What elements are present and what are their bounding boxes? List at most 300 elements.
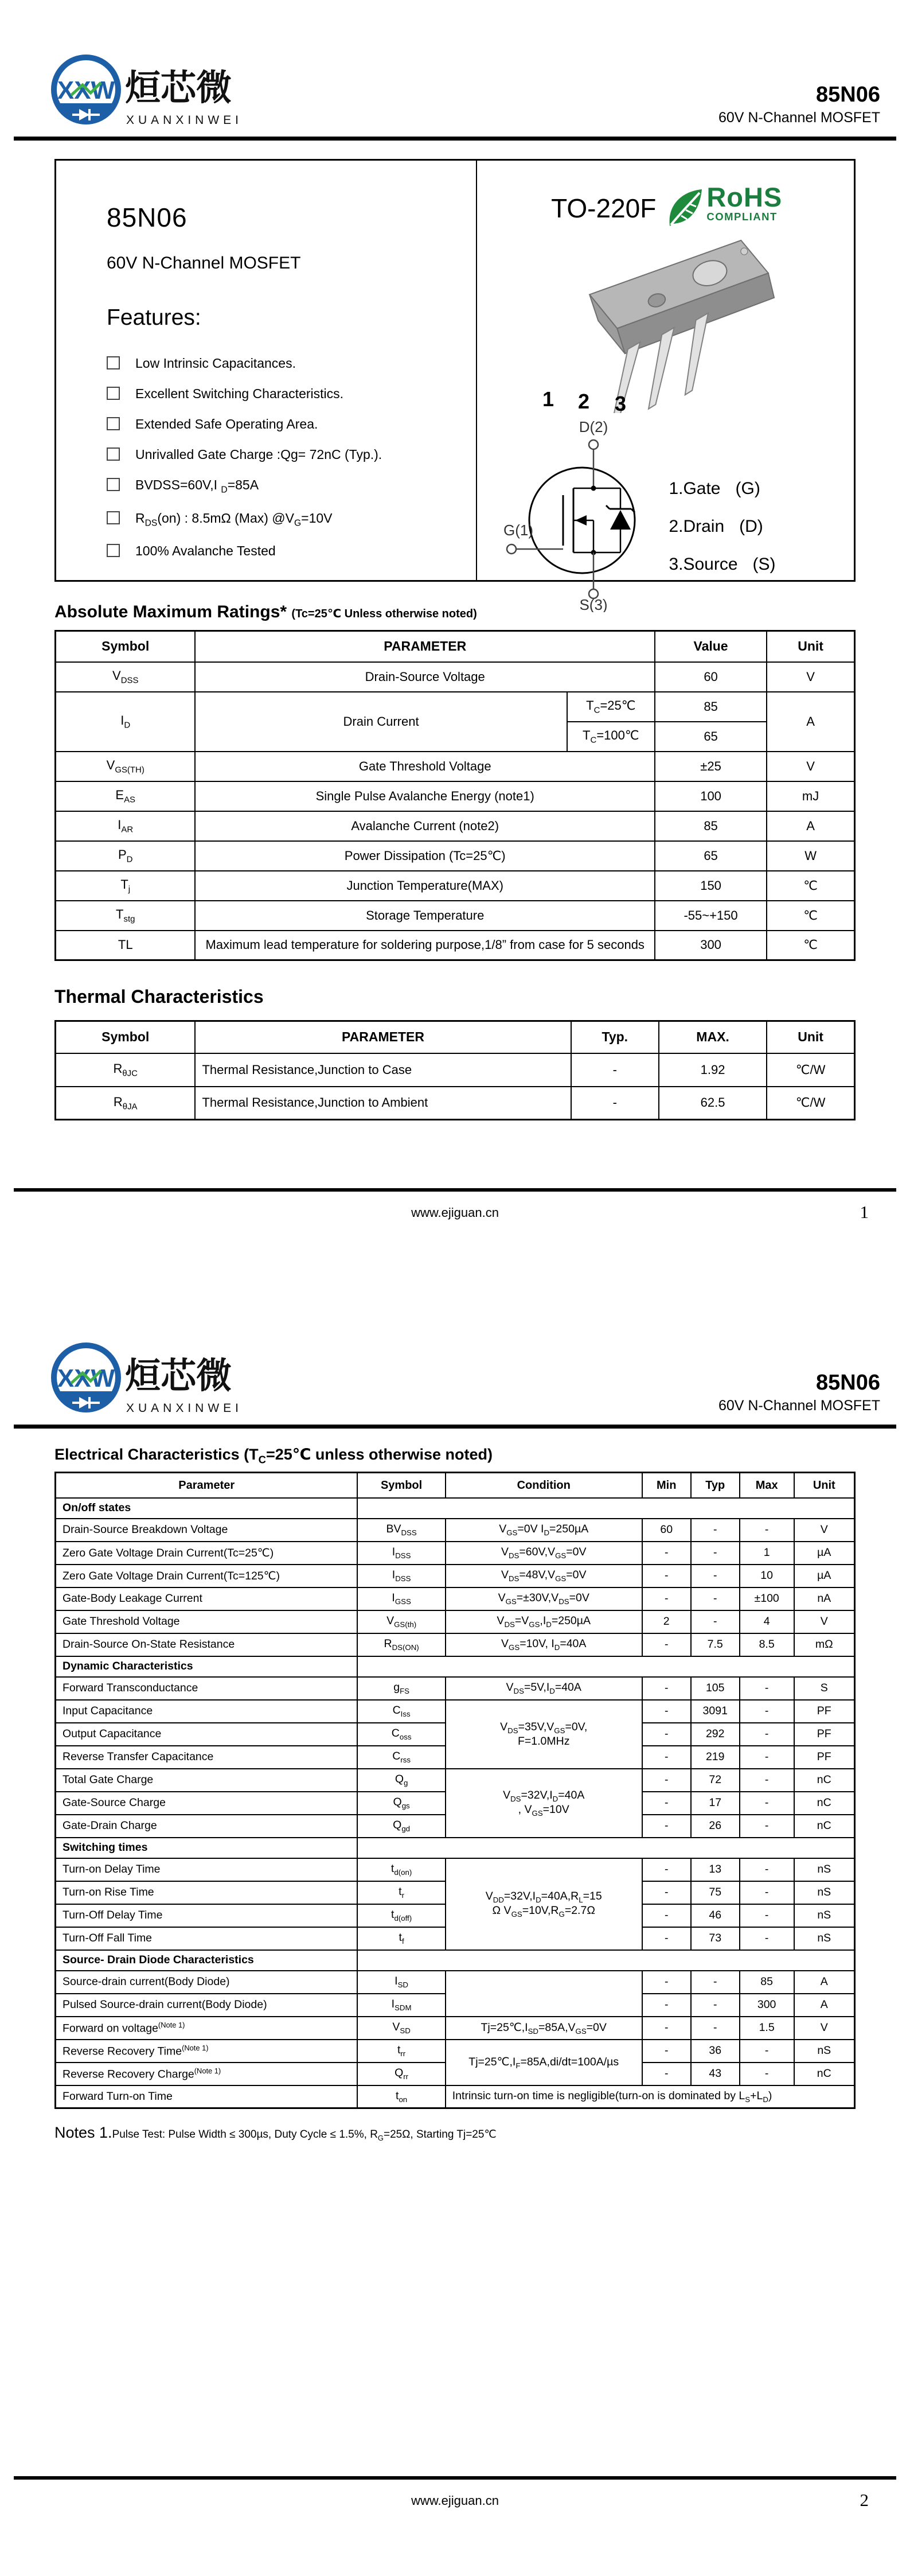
table-cell: S: [794, 1677, 855, 1700]
drain-terminal: [589, 440, 598, 449]
table-cell: Turn-Off Fall Time: [56, 1927, 358, 1950]
table-cell: 26: [691, 1815, 740, 1838]
table-cell: Reverse Transfer Capacitance: [56, 1746, 358, 1769]
table-cell: -: [740, 1904, 794, 1927]
pin-name: 3.Source: [669, 555, 738, 574]
table-cell: $R_{\theta JC}$: [56, 1053, 196, 1087]
header-cell: MAX.: [659, 1021, 767, 1053]
table-cell: ℃: [767, 931, 854, 960]
table-cell: Turn-on Rise Time: [56, 1881, 358, 1904]
checkbox-icon: [107, 448, 120, 461]
table-cell: $C_{rss}$: [357, 1746, 445, 1769]
table-cell: W: [767, 841, 854, 871]
table-cell: 2: [642, 1610, 691, 1633]
table-cell: $V_{DS}=5V,I_D=40A$: [446, 1677, 642, 1700]
page-header: [0, 1288, 910, 1422]
table-cell: 10: [740, 1565, 794, 1587]
table-cell: -: [642, 1565, 691, 1587]
table-cell: -: [691, 2017, 740, 2040]
table-cell: PF: [794, 1700, 855, 1723]
table-cell: -: [571, 1053, 659, 1087]
table-cell: nC: [794, 2063, 855, 2085]
header-rule: [14, 137, 896, 141]
header-part-subtitle: 60V N-Channel MOSFET: [718, 1398, 880, 1414]
table-cell: $t_{rr}$: [357, 2040, 445, 2063]
table-cell: -: [642, 1746, 691, 1769]
footer-rule: [14, 2476, 896, 2480]
table-cell: 292: [691, 1723, 740, 1746]
table-cell: -: [642, 1677, 691, 1700]
table-cell: $C_{oss}$: [357, 1723, 445, 1746]
feature-item: [107, 386, 459, 402]
table-cell: -: [740, 1746, 794, 1769]
table-cell: PF: [794, 1746, 855, 1769]
table-cell: $Q_g$: [357, 1769, 445, 1792]
table-cell: 60: [642, 1519, 691, 1542]
table-cell: $V_{DS}=35V,V_{GS}=0V$, F=1.0MHz: [446, 1700, 642, 1769]
table-cell: mJ: [767, 781, 854, 811]
table-cell: 73: [691, 1927, 740, 1950]
table-cell: Zero Gate Voltage Drain Current(Tc=25℃): [56, 1542, 358, 1565]
table-cell: $C_{Iss}$: [357, 1700, 445, 1723]
pin-number-3: 3: [615, 392, 627, 413]
table-cell: $t_r$: [357, 1881, 445, 1904]
table-cell: [357, 1656, 854, 1677]
table-cell: -: [691, 1587, 740, 1610]
logo-monogram: XXW: [57, 76, 115, 104]
notes-text: Pulse Test: Pulse Width ≤ 300µs, Duty Cycle ≤ 1.5%, $R_G=25\Omega$, Starting Tj=25℃: [112, 2128, 497, 2143]
checkbox-icon: [107, 387, 120, 400]
mosfet-arrow: [575, 515, 587, 526]
table-cell: 8.5: [740, 1633, 794, 1656]
table-cell: Turn-Off Delay Time: [56, 1904, 358, 1927]
table-cell: ℃: [767, 871, 854, 901]
table-cell: Power Dissipation (Tc=25℃): [195, 841, 655, 871]
footer-url[interactable]: www.ejiguan.cn: [411, 1205, 499, 1220]
table-cell: [357, 1950, 854, 1971]
package-header: [487, 184, 846, 234]
table-cell: -: [691, 1971, 740, 1994]
table-cell: 1.5: [740, 2017, 794, 2040]
table-cell: A: [794, 1994, 855, 2017]
checkbox-icon: [107, 511, 120, 524]
header-cell: Condition: [446, 1473, 642, 1498]
table-cell: Zero Gate Voltage Drain Current(Tc=125℃): [56, 1565, 358, 1587]
header-cell: Parameter: [56, 1473, 358, 1498]
table-cell: A: [767, 692, 854, 752]
header-cell: Symbol: [56, 1021, 196, 1053]
company-logo: [49, 50, 244, 132]
table-cell: nS: [794, 1858, 855, 1881]
pin-legend-item: [669, 517, 775, 536]
table-cell: -: [740, 1858, 794, 1881]
pin-symbol: (S): [752, 555, 776, 574]
gate-terminal: [507, 544, 516, 554]
header-cell: Unit: [794, 1473, 855, 1498]
table-cell: $V_{DS}=60V,V_{GS}=0V$: [446, 1542, 642, 1565]
table-cell: 1: [740, 1542, 794, 1565]
table-cell: $t_{d(on)}$: [357, 1858, 445, 1881]
table-cell: ℃/W: [767, 1087, 854, 1120]
table-cell: -: [642, 1927, 691, 1950]
mosfet-schematic: [487, 419, 665, 612]
table-cell: $I_{AR}$: [56, 811, 196, 841]
table-cell: nA: [794, 1587, 855, 1610]
table-cell: Switching times: [56, 1838, 358, 1858]
table-cell: 17: [691, 1792, 740, 1815]
pin-name: 1.Gate: [669, 479, 721, 498]
pin-symbol: (D): [739, 517, 763, 536]
feature-item: [107, 477, 459, 496]
table-cell: $Q_{gs}$: [357, 1792, 445, 1815]
table-cell: $g_{FS}$: [357, 1677, 445, 1700]
table-cell: -: [740, 1700, 794, 1723]
table-cell: A: [767, 811, 854, 841]
table-cell: $R_{\theta JA}$: [56, 1087, 196, 1120]
table-cell: -: [642, 1542, 691, 1565]
pin-symbol: (G): [735, 479, 760, 498]
table-cell: Source-drain current(Body Diode): [56, 1971, 358, 1994]
schematic-gate-label: G(1): [503, 522, 534, 539]
table-cell: Drain-Source On-State Resistance: [56, 1633, 358, 1656]
table-cell: -55~+150: [655, 901, 767, 931]
table-cell: Forward Turn-on Time: [56, 2085, 358, 2108]
feature-text: Low Intrinsic Capacitances.: [135, 356, 296, 371]
table-cell: $Q_{rr}$: [357, 2063, 445, 2085]
table-cell: $I_{SD}$: [357, 1971, 445, 1994]
table-cell: Gate-Body Leakage Current: [56, 1587, 358, 1610]
abs-max-table: [54, 630, 856, 961]
feature-item: [107, 543, 459, 559]
table-cell: $I_{GSS}$: [357, 1587, 445, 1610]
table-cell: Input Capacitance: [56, 1700, 358, 1723]
table-cell: 65: [655, 841, 767, 871]
table-cell: nS: [794, 1927, 855, 1950]
feature-item: [107, 511, 459, 529]
table-cell: -: [691, 1565, 740, 1587]
table-cell: [357, 1838, 854, 1858]
page1-footer: [0, 1188, 910, 1220]
feature-item: [107, 417, 459, 432]
table-cell: Turn-on Delay Time: [56, 1858, 358, 1881]
feature-text: Extended Safe Operating Area.: [135, 417, 318, 431]
footer-url[interactable]: www.ejiguan.cn: [411, 2493, 499, 2508]
table-cell: Forward Transconductance: [56, 1677, 358, 1700]
table-cell: $I_D$: [56, 692, 196, 752]
table-cell: Drain-Source Voltage: [195, 662, 655, 692]
product-title: 85N06: [107, 203, 188, 232]
table-cell: -: [642, 1587, 691, 1610]
table-cell: Drain Current: [195, 692, 567, 752]
table-cell: Reverse Recovery Charge$^{(Note 1)}$: [56, 2063, 358, 2085]
table-cell: $T_C=100℃$: [567, 722, 655, 752]
features-heading: Features:: [107, 305, 201, 330]
table-cell: 43: [691, 2063, 740, 2085]
feature-text: 100% Avalanche Tested: [135, 543, 276, 559]
pin-number-1: 1: [542, 387, 554, 411]
footer-rule: [14, 1188, 896, 1192]
table-cell: -: [740, 2040, 794, 2063]
table-cell: 72: [691, 1769, 740, 1792]
table-cell: 100: [655, 781, 767, 811]
table-cell: -: [740, 1927, 794, 1950]
rohs-badge: [664, 184, 782, 234]
checkbox-icon: [107, 544, 120, 557]
table-cell: Thermal Resistance,Junction to Case: [195, 1053, 571, 1087]
elec-table: [54, 1472, 856, 2109]
table-cell: $V_{DS}=48V,V_{GS}=0V$: [446, 1565, 642, 1587]
table-cell: nC: [794, 1815, 855, 1838]
company-logo: [49, 1338, 244, 1420]
table-cell: Maximum lead temperature for soldering purpose,1/8” from case for 5 seconds: [195, 931, 655, 960]
table-cell: -: [642, 1633, 691, 1656]
table-cell: TL: [56, 931, 196, 960]
table-cell: $T_{stg}$: [56, 901, 196, 931]
thermal-table: [54, 1020, 856, 1120]
header-cell: Min: [642, 1473, 691, 1498]
table-cell: 60: [655, 662, 767, 692]
table-cell: -: [740, 1723, 794, 1746]
table-cell: $t_{d(off)}$: [357, 1904, 445, 1927]
logo-chinese-text: 烜芯微: [125, 68, 232, 108]
feature-text: Excellent Switching Characteristics.: [135, 386, 344, 401]
table-cell: 62.5: [659, 1087, 767, 1120]
header-cell: Max: [740, 1473, 794, 1498]
table-cell: -: [691, 1542, 740, 1565]
table-cell: -: [740, 1519, 794, 1542]
pin-number-2: 2: [578, 390, 590, 413]
table-cell: ±100: [740, 1587, 794, 1610]
header-cell: Value: [655, 631, 767, 662]
table-cell: $T_C=25℃$: [567, 692, 655, 722]
body-diode: [593, 488, 635, 552]
table-cell: $V_{GS(TH)}$: [56, 752, 196, 781]
header-cell: PARAMETER: [195, 631, 655, 662]
pin-legend-item: [669, 555, 775, 574]
table-cell: 75: [691, 1881, 740, 1904]
schematic-drain-label: D(2): [579, 419, 608, 435]
table-cell: µA: [794, 1565, 855, 1587]
page-header: [0, 0, 910, 134]
table-cell: $I_{DSS}$: [357, 1542, 445, 1565]
table-cell: Reverse Recovery Time$^{(Note 1)}$: [56, 2040, 358, 2063]
package-panel: [477, 161, 854, 612]
table-cell: 105: [691, 1677, 740, 1700]
table-cell: $E_{AS}$: [56, 781, 196, 811]
table-cell: 46: [691, 1904, 740, 1927]
rohs-text: [706, 184, 782, 223]
table-cell: Single Pulse Avalanche Energy (note1): [195, 781, 655, 811]
header-part-subtitle: 60V N-Channel MOSFET: [718, 110, 880, 126]
table-cell: 1.92: [659, 1053, 767, 1087]
table-cell: -: [642, 1723, 691, 1746]
table-cell: ℃: [767, 901, 854, 931]
table-cell: $I_{SDM}$: [357, 1994, 445, 2017]
table-cell: -: [642, 1792, 691, 1815]
table-cell: Gate-Source Charge: [56, 1792, 358, 1815]
table-cell: V: [794, 1519, 855, 1542]
table-cell: $t_f$: [357, 1927, 445, 1950]
table-cell: Dynamic Characteristics: [56, 1656, 358, 1677]
schematic-source-label: S(3): [579, 596, 608, 612]
table-cell: Thermal Resistance,Junction to Ambient: [195, 1087, 571, 1120]
table-cell: -: [642, 1994, 691, 2017]
page-number: 2: [860, 2490, 869, 2510]
table-cell: -: [691, 1519, 740, 1542]
table-cell: [357, 1498, 854, 1519]
table-cell: µA: [794, 1542, 855, 1565]
table-cell: -: [740, 1769, 794, 1792]
table-cell: -: [740, 1677, 794, 1700]
feature-text: $R_{DS}(on)$ : 8.5mΩ (Max) $@V_G=10V$: [135, 510, 333, 528]
logo-monogram: XXW: [57, 1364, 115, 1392]
header-part-number: 85N06: [816, 83, 880, 107]
abs-max-title-note: (Tc=25℃ Unless otherwise noted): [291, 608, 477, 620]
table-cell: Output Capacitance: [56, 1723, 358, 1746]
schematic-row: [487, 419, 846, 612]
logo-chinese-text: 烜芯微: [125, 1356, 232, 1396]
table-cell: $V_{GS(th)}$: [357, 1610, 445, 1633]
table-cell: Avalanche Current (note2): [195, 811, 655, 841]
rohs-title: RoHS: [706, 182, 783, 212]
feature-item: [107, 356, 459, 371]
table-cell: -: [642, 1769, 691, 1792]
table-cell: $V_{DS}=32V,I_D=40A$ , $V_{GS}=10V$: [446, 1769, 642, 1838]
table-cell: -: [642, 2063, 691, 2085]
checkbox-icon: [107, 478, 120, 491]
table-cell: Gate Threshold Voltage: [56, 1610, 358, 1633]
table-cell: nS: [794, 1881, 855, 1904]
table-cell: $Tj=25℃,I_F=85A,di/dt=100A/\mu s$: [446, 2040, 642, 2085]
header-part-block: [718, 1371, 880, 1420]
table-cell: -: [642, 1700, 691, 1723]
header-cell: Symbol: [357, 1473, 445, 1498]
table-cell: mΩ: [794, 1633, 855, 1656]
table-cell: $Tj=25℃,I_{SD}=85A,V_{GS}=0V$: [446, 2017, 642, 2040]
table-cell: 300: [740, 1994, 794, 2017]
table-cell: 36: [691, 2040, 740, 2063]
header-part-block: [718, 83, 880, 132]
table-cell: Forward on voltage$^{(Note 1)}$: [56, 2017, 358, 2040]
checkbox-icon: [107, 356, 120, 369]
header-cell: Unit: [767, 1021, 854, 1053]
abs-max-title-text: Absolute Maximum Ratings*: [54, 602, 287, 621]
pin-legend-item: [669, 479, 775, 499]
table-cell: -: [740, 1792, 794, 1815]
table-cell: -: [642, 1815, 691, 1838]
page-2: [0, 1288, 910, 2576]
package-image: [487, 234, 843, 413]
rohs-subtitle: COMPLIANT: [706, 211, 778, 223]
table-cell: 85: [655, 692, 767, 722]
table-cell: -: [642, 1971, 691, 1994]
table-cell: Drain-Source Breakdown Voltage: [56, 1519, 358, 1542]
table-cell: -: [691, 1994, 740, 2017]
table-cell: $V_{GS}=0V$ $I_D=250\mu A$: [446, 1519, 642, 1542]
checkbox-icon: [107, 417, 120, 430]
table-cell: -: [740, 1881, 794, 1904]
table-cell: -: [571, 1087, 659, 1120]
table-cell: $R_{DS(ON)}$: [357, 1633, 445, 1656]
header-cell: Unit: [767, 631, 854, 662]
table-cell: V: [767, 752, 854, 781]
pin-legend: [669, 479, 775, 612]
table-cell: On/off states: [56, 1498, 358, 1519]
table-cell: 300: [655, 931, 767, 960]
logo-english-text: XUANXINWEI: [126, 114, 243, 127]
header-cell: Typ: [691, 1473, 740, 1498]
logo-english-text: XUANXINWEI: [126, 1402, 243, 1415]
table-cell: Gate Threshold Voltage: [195, 752, 655, 781]
table-cell: 13: [691, 1858, 740, 1881]
header-part-number: 85N06: [816, 1371, 880, 1395]
product-subtitle: 60V N-Channel MOSFET: [107, 254, 301, 273]
header-rule: [14, 1425, 896, 1429]
features-list: [107, 356, 459, 559]
table-cell: V: [794, 2017, 855, 2040]
table-cell: 65: [655, 722, 767, 752]
table-cell: 4: [740, 1610, 794, 1633]
header-cell: Symbol: [56, 631, 196, 662]
table-cell: 150: [655, 871, 767, 901]
table-cell: $t_{on}$: [357, 2085, 445, 2108]
page2-footer: [0, 2476, 910, 2508]
package-name: TO-220F: [551, 193, 657, 223]
table-cell: ±25: [655, 752, 767, 781]
table-cell: $Q_{gd}$: [357, 1815, 445, 1838]
table-cell: Total Gate Charge: [56, 1769, 358, 1792]
table-cell: $BV_{DSS}$: [357, 1519, 445, 1542]
product-left-panel: [56, 161, 477, 580]
table-cell: ℃/W: [767, 1053, 854, 1087]
table-cell: -: [740, 2063, 794, 2085]
feature-item: [107, 447, 459, 462]
table-cell: V: [794, 1610, 855, 1633]
table-cell: nC: [794, 1769, 855, 1792]
table-cell: nS: [794, 1904, 855, 1927]
table-cell: $V_{DSS}$: [56, 662, 196, 692]
header-cell: PARAMETER: [195, 1021, 571, 1053]
table-cell: Pulsed Source-drain current(Body Diode): [56, 1994, 358, 2017]
table-cell: A: [794, 1971, 855, 1994]
table-cell: 85: [740, 1971, 794, 1994]
table-cell: [446, 1971, 642, 2017]
table-cell: Junction Temperature(MAX): [195, 871, 655, 901]
table-cell: -: [642, 2040, 691, 2063]
table-cell: PF: [794, 1723, 855, 1746]
table-cell: nC: [794, 1792, 855, 1815]
table-cell: nS: [794, 2040, 855, 2063]
table-cell: $V_{GS}=\pm 30V,V_{DS}=0V$: [446, 1587, 642, 1610]
elec-title: Electrical Characteristics ($T_C=25℃$ unless otherwise noted): [54, 1446, 493, 1466]
table-cell: $V_{DD}=32V,I_D=40A,R_L=15$ Ω $V_{GS}=10V,R_G=2.7\Omega$: [446, 1858, 642, 1950]
table-cell: $P_D$: [56, 841, 196, 871]
table-cell: 7.5: [691, 1633, 740, 1656]
table-cell: Source- Drain Diode Characteristics: [56, 1950, 358, 1971]
header-cell: Typ.: [571, 1021, 659, 1053]
table-cell: $V_{DS}=V_{GS},I_D=250\mu A$: [446, 1610, 642, 1633]
table-cell: V: [767, 662, 854, 692]
table-cell: -: [642, 2017, 691, 2040]
table-cell: 3091: [691, 1700, 740, 1723]
table-cell: $I_{DSS}$: [357, 1565, 445, 1587]
notes-label: Notes 1.: [54, 2124, 112, 2142]
table-cell: -: [691, 1610, 740, 1633]
table-cell: Gate-Drain Charge: [56, 1815, 358, 1838]
table-cell: $V_{SD}$: [357, 2017, 445, 2040]
table-cell: 85: [655, 811, 767, 841]
table-cell: $V_{GS}=10V$, $I_D=40A$: [446, 1633, 642, 1656]
